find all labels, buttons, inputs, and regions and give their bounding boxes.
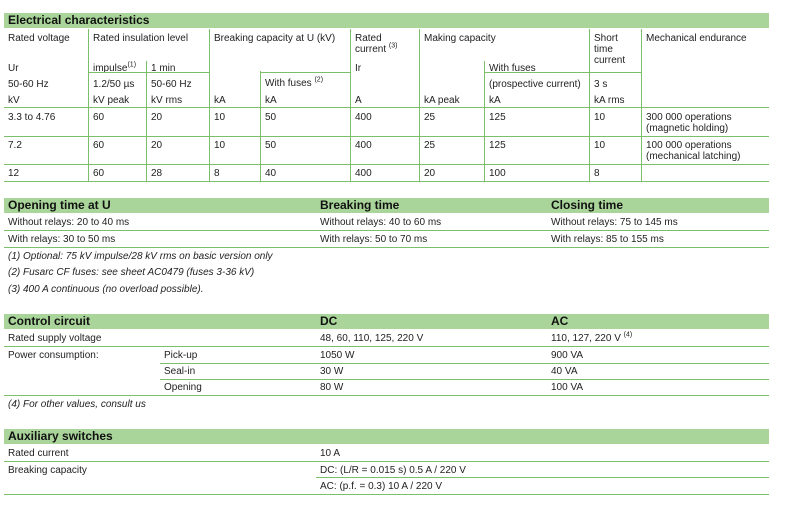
col-divider: [350, 29, 351, 181]
row1-endurance-note: (magnetic holding): [646, 123, 729, 134]
footnote-2: (2) Fusarc CF fuses: see sheet AC0479 (fuses 3-36 kV): [8, 267, 255, 278]
row3-impulse: 60: [93, 168, 105, 179]
row1-short: 10: [594, 112, 606, 123]
row1-fuses: 50: [265, 112, 277, 123]
aux-rated-current-label: Rated current: [8, 448, 69, 459]
aux-breaking-label: Breaking capacity: [8, 465, 87, 476]
breaking-time-title: Breaking time: [320, 198, 400, 212]
mechanical-endurance-header: Mechanical endurance: [646, 33, 747, 44]
row1-impulse: 60: [93, 112, 105, 123]
divider: [4, 494, 769, 495]
divider: [4, 181, 769, 182]
ac-title: AC: [551, 314, 569, 328]
row1-min: 20: [151, 112, 163, 123]
unit-ka-rms: kA rms: [594, 95, 625, 106]
row3-min: 28: [151, 168, 163, 179]
row2-ka: 10: [214, 140, 226, 151]
rated-current-header: Rated current $^{(3)}$: [355, 33, 398, 55]
rated-supply-label: Rated supply voltage: [8, 333, 102, 344]
row1-making: 25: [424, 112, 436, 123]
sealin-dc: 30 W: [320, 366, 344, 377]
unit-kv: kV: [8, 95, 20, 106]
col-divider: [641, 29, 642, 181]
rated-voltage-header: Rated voltage: [8, 33, 70, 44]
row3-making: 20: [424, 168, 436, 179]
rated-supply-dc: 48, 60, 110, 125, 220 V: [320, 333, 424, 344]
col-divider: [88, 29, 89, 181]
opening-ac: 100 VA: [551, 382, 584, 393]
breaking-with-relays: With relays: 50 to 70 ms: [320, 234, 428, 245]
row3-fuses: 40: [265, 168, 277, 179]
closing-time-title: Closing time: [551, 198, 624, 212]
note-4-ref: (4): [623, 331, 633, 339]
unit-kv-rms: kV rms: [151, 95, 183, 106]
unit-a: A: [355, 95, 362, 106]
impulse-spec-label: 1.2/50 µs: [93, 79, 135, 90]
electrical-title: Electrical characteristics: [8, 13, 150, 27]
divider: [4, 230, 769, 231]
divider: [4, 136, 769, 137]
divider: [160, 363, 769, 364]
divider: [316, 477, 769, 478]
prospective-label: (prospective current): [489, 79, 581, 90]
rated-supply-ac-text: 110, 127, 220 V: [551, 333, 621, 344]
row1-ka: 10: [214, 112, 226, 123]
row2-endurance: 100 000 operations: [646, 140, 732, 151]
note-3-ref: (3): [388, 42, 398, 50]
ur-label: Ur: [8, 63, 19, 74]
row2-voltage: 7.2: [8, 140, 22, 151]
opening-dc: 80 W: [320, 382, 344, 393]
opening-with-relays: With relays: 30 to 50 ms: [8, 234, 116, 245]
footnote-3: (3) 400 A continuous (no overload possible).: [8, 284, 204, 295]
row2-making-fuses: 125: [489, 140, 506, 151]
row1-making-fuses: 125: [489, 112, 506, 123]
pickup-label: Pick-up: [164, 350, 198, 361]
sealin-ac: 40 VA: [551, 366, 578, 377]
row2-impulse: 60: [93, 140, 105, 151]
ir-label: Ir: [355, 63, 362, 74]
divider: [4, 461, 769, 462]
rated-insulation-header: Rated insulation level: [93, 33, 189, 44]
electrical-characteristics-header: [4, 13, 769, 28]
divider: [260, 72, 350, 73]
breaking-capacity-header: Breaking capacity at U (kV): [214, 33, 336, 44]
with-fuses-bc-text: With fuses: [265, 78, 312, 89]
timing-header: [4, 198, 769, 213]
unit-kv-peak: kV peak: [93, 95, 130, 106]
power-consumption-label: Power consumption:: [8, 350, 99, 361]
col-divider: [209, 29, 210, 181]
row3-short: 8: [594, 168, 600, 179]
row2-min: 20: [151, 140, 163, 151]
row2-current: 400: [355, 140, 372, 151]
impulse-text: impulse: [93, 63, 128, 74]
col-divider: [589, 29, 590, 181]
auxiliary-title: Auxiliary switches: [8, 429, 113, 443]
aux-breaking-dc: DC: (L/R = 0.015 s) 0.5 A / 220 V: [320, 465, 466, 476]
unit-ka-peak: kA peak: [424, 95, 460, 106]
control-circuit-header: [4, 314, 769, 329]
row2-making: 25: [424, 140, 436, 151]
auxiliary-switches-header: [4, 429, 769, 444]
col-divider: [484, 61, 485, 181]
with-fuses-bc-label: [265, 78, 323, 89]
freq-label: 50-60 Hz: [8, 79, 49, 90]
divider: [4, 395, 769, 396]
divider: [88, 72, 146, 73]
unit-ka-making: kA: [489, 95, 501, 106]
row2-endurance-note: (mechanical latching): [646, 151, 741, 162]
note-1-ref: (1): [127, 61, 137, 69]
divider: [4, 247, 769, 248]
pickup-dc: 1050 W: [320, 350, 355, 361]
breaking-without-relays: Without relays: 40 to 60 ms: [320, 217, 442, 228]
min-freq-label: 50-60 Hz: [151, 79, 192, 90]
row3-current: 400: [355, 168, 372, 179]
col-divider: [419, 29, 420, 181]
row1-current: 400: [355, 112, 372, 123]
divider: [146, 72, 209, 73]
sealin-label: Seal-in: [164, 366, 196, 377]
divider: [4, 346, 769, 347]
opening-time-title: Opening time at U: [8, 198, 111, 212]
divider: [484, 72, 589, 73]
control-title: Control circuit: [8, 314, 91, 328]
aux-rated-current-value: 10 A: [320, 448, 341, 459]
col-divider: [146, 61, 147, 181]
unit-ka-fuses: kA: [265, 95, 277, 106]
three-s-label: 3 s: [594, 79, 608, 90]
opening-without-relays: Without relays: 20 to 40 ms: [8, 217, 130, 228]
row3-making-fuses: 100: [489, 168, 506, 179]
divider: [4, 164, 769, 165]
one-min-label: 1 min: [151, 63, 176, 74]
note-2-ref: (2): [314, 76, 324, 84]
with-fuses-mc-label: With fuses: [489, 63, 536, 74]
divider: [160, 379, 769, 380]
rated-supply-ac: [551, 333, 632, 344]
unit-ka: kA: [214, 95, 226, 106]
dc-title: DC: [320, 314, 338, 328]
row2-short: 10: [594, 140, 606, 151]
footnote-1: (1) Optional: 75 kV impulse/28 kV rms on basic version only: [8, 251, 273, 262]
row1-endurance: 300 000 operations: [646, 112, 732, 123]
aux-breaking-ac: AC: (p.f. = 0.3) 10 A / 220 V: [320, 481, 443, 492]
row2-fuses: 50: [265, 140, 277, 151]
closing-without-relays: Without relays: 75 to 145 ms: [551, 217, 678, 228]
row1-voltage: 3.3 to 4.76: [8, 112, 56, 123]
closing-with-relays: With relays: 85 to 155 ms: [551, 234, 664, 245]
divider: [4, 107, 769, 108]
making-capacity-header: Making capacity: [424, 33, 496, 44]
opening-label: Opening: [164, 382, 202, 393]
short-time-current-header: Short time current: [594, 33, 626, 66]
pickup-ac: 900 VA: [551, 350, 584, 361]
footnote-4: (4) For other values, consult us: [8, 399, 146, 410]
divider: [589, 72, 641, 73]
row3-ka: 8: [214, 168, 220, 179]
row3-voltage: 12: [8, 168, 20, 179]
